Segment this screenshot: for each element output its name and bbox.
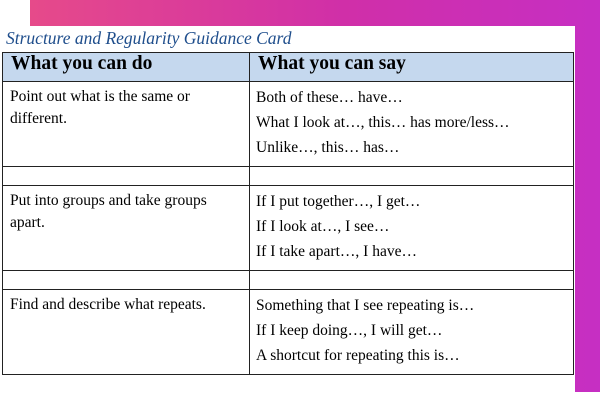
header-what-you-can-do: What you can do — [3, 53, 250, 82]
table-row — [3, 186, 574, 271]
sentence-frame: A shortcut for repeating this is… — [256, 347, 460, 364]
sentence-frame: Something that I see repeating is… — [256, 297, 475, 314]
guidance-table — [2, 52, 574, 375]
sentence-frame: Unlike…, this… has… — [256, 139, 400, 156]
table-row — [3, 290, 574, 375]
card-title: Structure and Regularity Guidance Card — [6, 28, 292, 48]
sentence-frame: What I look at…, this… has more/less… — [256, 114, 510, 131]
header-what-you-can-say: What you can say — [250, 53, 574, 82]
action-cell: Point out what is the same or different. — [3, 82, 250, 167]
spacer-cell — [3, 271, 250, 290]
table-row — [3, 82, 574, 167]
header-row — [3, 53, 574, 82]
spacer-row — [3, 271, 574, 290]
sentence-frame: Both of these… have… — [256, 89, 403, 106]
spacer-cell — [3, 167, 250, 186]
sentence-frame: If I put together…, I get… — [256, 193, 421, 210]
phrases-cell — [250, 186, 574, 271]
sentence-frame: If I take apart…, I have… — [256, 243, 417, 260]
phrases-cell — [250, 82, 574, 167]
phrases-cell — [250, 290, 574, 375]
guidance-card — [0, 26, 575, 396]
action-cell: Put into groups and take groups apart. — [3, 186, 250, 271]
sentence-frame: If I look at…, I see… — [256, 218, 390, 235]
spacer-cell — [250, 167, 574, 186]
spacer-row — [3, 167, 574, 186]
action-cell: Find and describe what repeats. — [3, 290, 250, 375]
spacer-cell — [250, 271, 574, 290]
sentence-frame: If I keep doing…, I will get… — [256, 322, 443, 339]
